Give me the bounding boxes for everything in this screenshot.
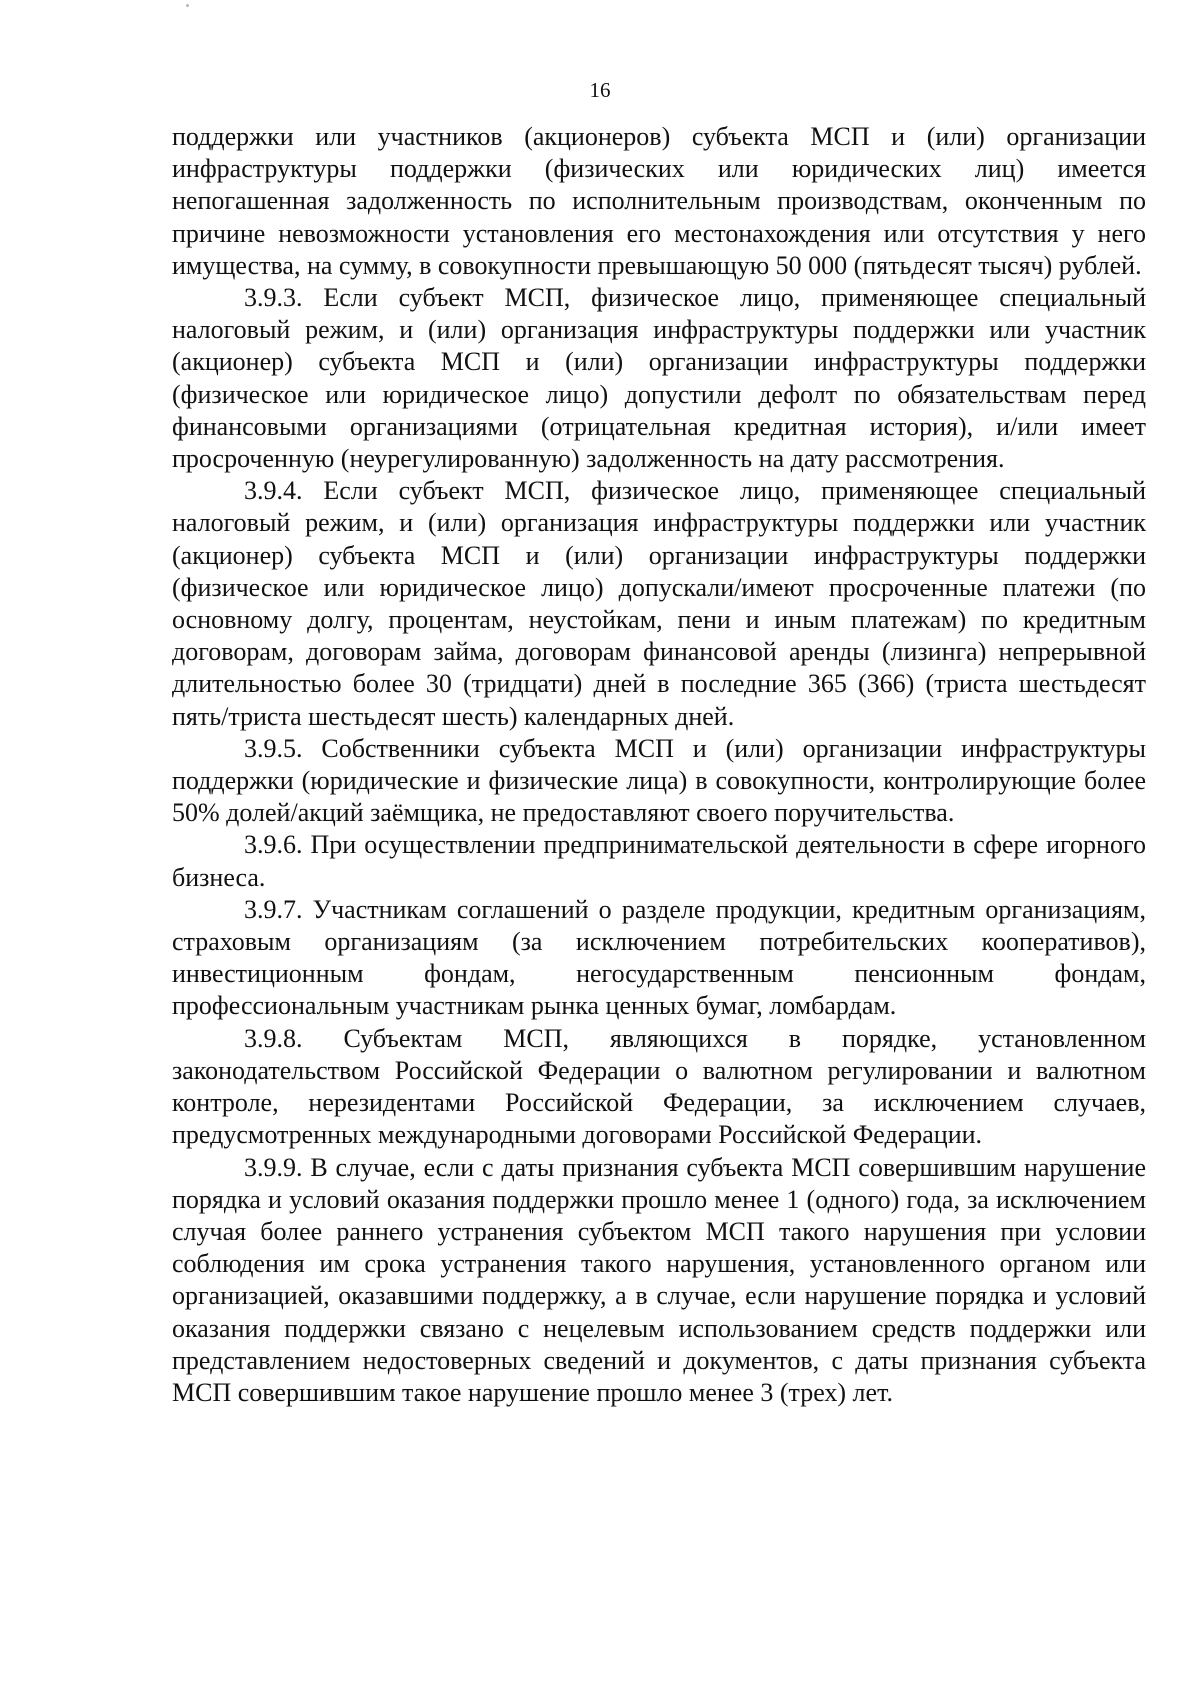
page-number: 16 <box>589 78 611 102</box>
paragraph-3-9-9: 3.9.9. В случае, если с даты признания субъекта МСП совершившим нарушение порядка и условий оказания поддержки прошло менее 1 (одного) года, за исключением случая более раннего устранения субъектом МСП такого нарушения при условии соблюдения им срока устранения такого нарушения, установленного органом или организацией, оказавшими поддержку, а в случае, если нарушение порядка и условий оказания поддержки связано с нецелевым использованием средств поддержки или представлением недостоверных сведений и документов, с даты признания субъекта МСП совершившим такое нарушение прошло менее 3 (трех) лет. <box>172 1152 1146 1407</box>
scan-speck <box>186 4 189 7</box>
paragraph-3-9-3: 3.9.3. Если субъект МСП, физическое лицо, применяющее специальный налоговый режим, и (или) организация инфраструктуры поддержки или участник (акционер) субъекта МСП и (или) организации инфраструктуры поддержки (физическое или юридическое лицо) допустили дефолт по обязательствам перед финансовыми организациями (отрицательная кредитная история), и/или имеет просроченную (неурегулированную) задолженность на дату рассмотрения. <box>172 283 1146 474</box>
paragraph-3-9-6: 3.9.6. При осуществлении предпринимательской деятельности в сфере игорного бизнеса. <box>172 830 1146 892</box>
paragraph-3-9-8: 3.9.8. Субъектам МСП, являющихся в порядке, установленном законодательством Российской Федерации о валютном регулировании и валютном контроле, нерезидентами Российской Федерации, за исключением случаев, предусмотренных международными договорами Российской Федерации. <box>172 1023 1146 1150</box>
document-body <box>172 121 1146 1409</box>
paragraph-3-9-5: 3.9.5. Собственники субъекта МСП и (или) организации инфраструктуры поддержки (юридические и физические лица) в совокупности, контролирующие более 50% долей/акций заёмщика, не предоставляют своего поручительства. <box>172 733 1146 828</box>
paragraph-3-9-4: 3.9.4. Если субъект МСП, физическое лицо, применяющее специальный налоговый режим, и (или) организация инфраструктуры поддержки или участник (акционер) субъекта МСП и (или) организации инфраструктуры поддержки (физическое или юридическое лицо) допускали/имеют просроченные платежи (по основному долгу, процентам, неустойкам, пени и иным платежам) по кредитным договорам, договорам займа, договорам финансовой аренды (лизинга) непрерывной длительностью более 30 (тридцати) дней в последние 365 (366) (триста шестьдесят пять/триста шестьдесят шесть) календарных дней. <box>172 476 1146 731</box>
paragraph-3-9-7: 3.9.7. Участникам соглашений о разделе продукции, кредитным организациям, страховым организациям (за исключением потребительских кооперативов), инвестиционным фондам, негосударственным пенсионным фондам, профессиональным участникам рынка ценных бумаг, ломбардам. <box>172 894 1146 1021</box>
paragraph-continuation: поддержки или участников (акционеров) субъекта МСП и (или) организации инфраструктуры поддержки (физических или юридических лиц) имеется непогашенная задолженность по исполнительным производствам, оконченным по причине невозможности установления его местонахождения или отсутствия у него имущества, на сумму, в совокупности превышающую 50 000 (пятьдесят тысяч) рублей. <box>172 122 1146 280</box>
